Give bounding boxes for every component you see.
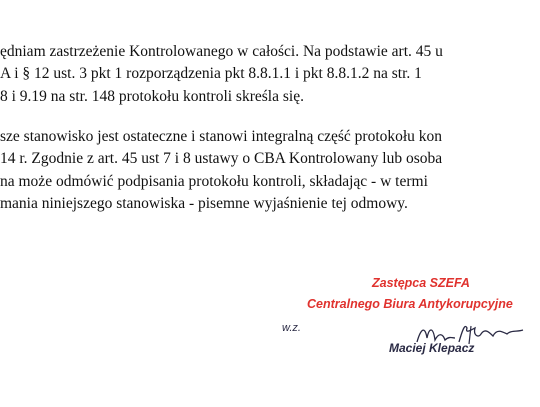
paragraph-2-line-2: 14 r. Zgodnie z art. 45 ust 7 i 8 ustawy o CBA Kontrolowany lub osoba bbox=[0, 150, 443, 167]
paragraph-2-line-1: sze stanowisko jest ostateczne i stanowi integralną część protokołu kon bbox=[0, 128, 443, 145]
stamp-title-line-2: Centralnego Biura Antykorupcyjne bbox=[307, 297, 513, 311]
stamp-signatory-name: Maciej Klepacz bbox=[389, 341, 475, 355]
paragraph-1-line-3: 8 i 9.19 na str. 148 protokołu kontroli skreśla się. bbox=[0, 88, 304, 105]
stamp-prefix: w.z. bbox=[282, 322, 301, 334]
paragraph-2-line-3: na może odmówić podpisania protokołu kontroli, składając - w termi bbox=[0, 173, 428, 190]
paragraph-2-line-4: mania niniejszego stanowiska - pisemne wyjaśnienie tej odmowy. bbox=[0, 195, 408, 212]
stamp-title-line-1: Zastępca SZEFA bbox=[372, 276, 470, 290]
paragraph-1-line-2: A i § 12 ust. 3 pkt 1 rozporządzenia pkt 8.8.1.1 i pkt 8.8.1.2 na str. 1 bbox=[0, 65, 422, 82]
paragraph-1-line-1: ędniam zastrzeżenie Kontrolowanego w całości. Na podstawie art. 45 u bbox=[0, 43, 443, 60]
